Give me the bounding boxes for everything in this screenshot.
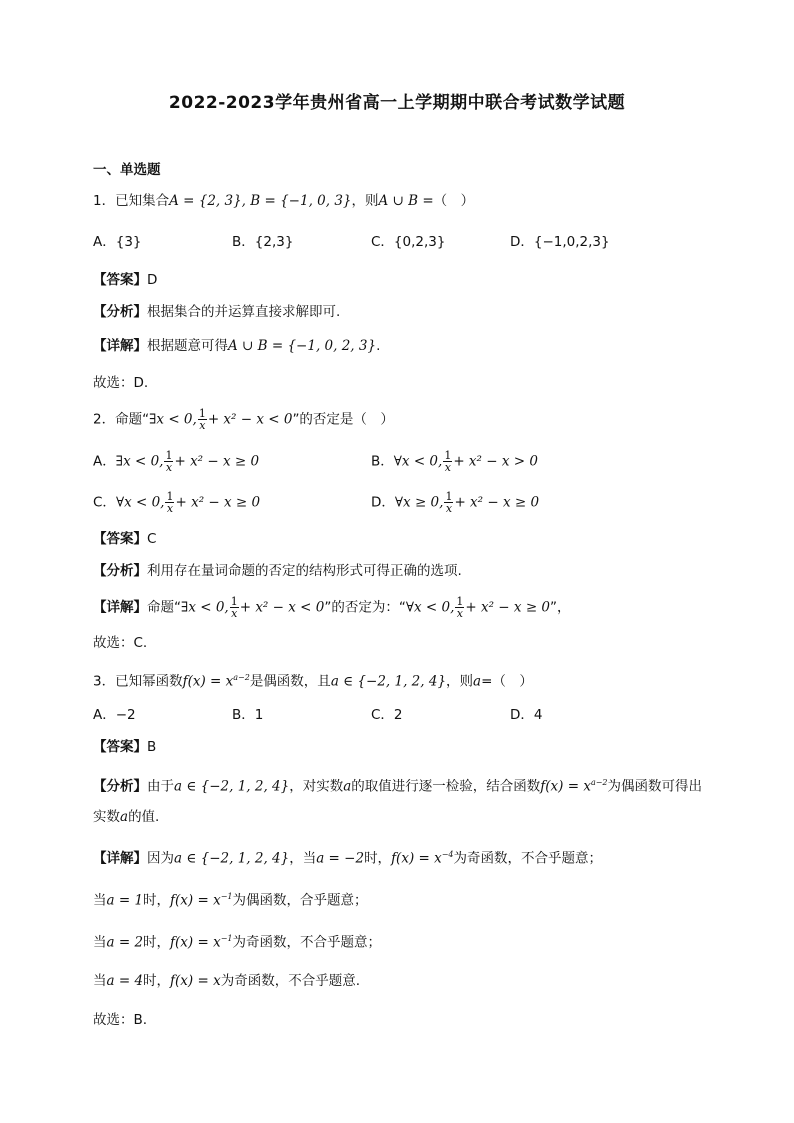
q3-stem-prefix: 3．已知幂函数 bbox=[93, 673, 183, 690]
q3-detail-label: 【详解】 bbox=[93, 850, 147, 867]
q2-detail-quant2: ∀x < 0, bbox=[405, 599, 455, 616]
q2-option-d bbox=[371, 491, 539, 514]
q2-option-a bbox=[93, 450, 259, 473]
q3-analysis-c: 的取值进行逐一检验，结合函数 bbox=[351, 778, 541, 795]
q1-option-d: D．{−1,0,2,3} bbox=[510, 234, 610, 250]
q3-analysis-line2-math: a bbox=[120, 809, 129, 825]
q3-detail-a: 因为 bbox=[147, 850, 174, 867]
q2-detail-quant: ∃x < 0, bbox=[181, 599, 229, 616]
q3-analysis bbox=[93, 773, 702, 797]
q3-answer bbox=[93, 737, 156, 757]
q2-detail-fraction bbox=[230, 596, 239, 619]
frac-denominator: x bbox=[231, 607, 238, 620]
q3-option-a: A．−2 bbox=[93, 707, 136, 723]
q2-answer-value: C bbox=[147, 531, 157, 547]
q3-analysis-line2-b: 的值. bbox=[128, 809, 160, 825]
q1-detail-text: 根据题意可得 bbox=[147, 338, 228, 354]
q2-answer-label: 【答案】 bbox=[93, 531, 147, 547]
q3-option-d: D．4 bbox=[510, 707, 543, 723]
q3-analysis-math3: f(x) = x bbox=[540, 778, 591, 795]
frac-denominator: x bbox=[456, 607, 463, 620]
case-pre: 当 bbox=[93, 892, 107, 909]
q1-stem-mid: ，则 bbox=[351, 193, 379, 209]
q2-detail-label: 【详解】 bbox=[93, 599, 147, 616]
q3-detail-math: a ∈ {−2, 1, 2, 4} bbox=[174, 850, 290, 867]
q1-conclusion: 故选：D. bbox=[93, 375, 149, 391]
q3-analysis-a: 由于 bbox=[147, 778, 174, 795]
case-mid: 时， bbox=[143, 934, 171, 951]
q2-analysis bbox=[93, 561, 462, 581]
q1-analysis-text: 根据集合的并运算直接求解即可. bbox=[147, 304, 341, 320]
q2-option-quant: ∀x ≥ 0, bbox=[394, 494, 444, 511]
q2-option-fraction bbox=[164, 450, 173, 473]
q2-option-fraction bbox=[443, 450, 452, 473]
q2-stem-prefix: 2．命题“ bbox=[93, 411, 150, 428]
q2-option-tail: + x² − x ≥ 0 bbox=[174, 453, 260, 470]
frac-denominator: x bbox=[444, 461, 451, 474]
q1-stem-math2: A ∪ B = bbox=[378, 193, 434, 209]
q2-detail-mid: ”的否定为：“ bbox=[324, 599, 406, 616]
q3-stem-mid: 是偶函数，且 bbox=[249, 673, 331, 690]
q2-stem-suffix: ”的否定是（ ） bbox=[292, 411, 394, 428]
q1-stem-math: A = {2, 3}, B = {−1, 0, 3} bbox=[169, 193, 352, 209]
q3-analysis-line2 bbox=[93, 807, 159, 827]
case-post: 为偶函数，合乎题意； bbox=[232, 892, 368, 909]
q2-stem-tail: + x² − x < 0 bbox=[207, 411, 293, 428]
q3-analysis-d: 为偶函数可得出 bbox=[607, 778, 702, 795]
question-1-stem bbox=[93, 191, 474, 211]
q1-analysis-label: 【分析】 bbox=[93, 304, 147, 320]
q3-answer-value: B bbox=[147, 739, 157, 755]
q2-answer bbox=[93, 529, 156, 549]
q3-analysis-math2: a bbox=[343, 778, 352, 795]
q3-analysis-math: a ∈ {−2, 1, 2, 4} bbox=[174, 778, 290, 795]
q1-detail-math: A ∪ B = {−1, 0, 2, 3} bbox=[228, 338, 377, 354]
q1-detail-end: . bbox=[376, 338, 381, 354]
q2-detail bbox=[93, 596, 571, 619]
q3-detail-b: ，当 bbox=[289, 850, 317, 867]
q1-stem-prefix: 1．已知集合 bbox=[93, 193, 170, 209]
case-exponent: −1 bbox=[220, 892, 233, 901]
q2-stem-quant: ∃x < 0, bbox=[149, 411, 197, 428]
question-3-stem bbox=[93, 668, 533, 692]
frac-denominator: x bbox=[166, 502, 174, 515]
q1-stem-suffix: （ ） bbox=[433, 193, 475, 209]
q2-option-c bbox=[93, 491, 260, 514]
case-pre: 当 bbox=[93, 934, 107, 951]
q3-stem-math3: a bbox=[473, 673, 482, 690]
q1-detail-label: 【详解】 bbox=[93, 338, 147, 354]
q2-detail-tail2: + x² − x ≥ 0 bbox=[465, 599, 551, 616]
frac-numerator: 1 bbox=[444, 449, 452, 462]
q1-detail bbox=[93, 336, 380, 356]
frac-numerator: 1 bbox=[166, 490, 174, 503]
q2-option-tail: + x² − x ≥ 0 bbox=[175, 494, 261, 511]
section-heading: 一、单选题 bbox=[93, 162, 161, 178]
frac-numerator: 1 bbox=[456, 595, 464, 608]
q2-detail-tail: + x² − x < 0 bbox=[239, 599, 325, 616]
q1-answer-value: D bbox=[147, 272, 158, 288]
frac-denominator: x bbox=[445, 502, 453, 515]
frac-numerator: 1 bbox=[198, 407, 206, 420]
q3-detail-d: 为奇函数，不合乎题意； bbox=[453, 850, 603, 867]
case-cond: a = 4 bbox=[106, 973, 144, 989]
q1-option-a: A．{3} bbox=[93, 234, 142, 250]
case-mid: 时， bbox=[143, 973, 171, 989]
q2-option-quant: ∃x < 0, bbox=[115, 453, 164, 470]
case-exponent: −1 bbox=[220, 934, 233, 943]
frac-numerator: 1 bbox=[445, 490, 453, 503]
case-mid: 时， bbox=[143, 892, 171, 909]
q2-analysis-label: 【分析】 bbox=[93, 563, 147, 579]
document-title: 2022-2023学年贵州省高一上学期期中联合考试数学试题 bbox=[168, 93, 626, 113]
case-pre: 当 bbox=[93, 973, 107, 989]
case-fx: f(x) = x bbox=[170, 892, 221, 909]
q2-option-quant: ∀x < 0, bbox=[393, 453, 443, 470]
q3-stem-math2: a ∈ {−2, 1, 2, 4} bbox=[330, 673, 447, 690]
frac-numerator: 1 bbox=[165, 449, 173, 462]
q3-stem-exponent: a−2 bbox=[233, 673, 250, 682]
q2-option-fraction bbox=[165, 491, 174, 514]
q2-option-tail: + x² − x > 0 bbox=[453, 453, 538, 470]
case-post: 为奇函数，不合乎题意. bbox=[220, 973, 360, 989]
q1-analysis bbox=[93, 302, 340, 322]
q3-case-1 bbox=[93, 887, 368, 911]
q3-answer-label: 【答案】 bbox=[93, 739, 147, 755]
q3-stem-suffix: =（ ） bbox=[481, 673, 533, 690]
q2-option-label: A． bbox=[93, 453, 116, 470]
q2-analysis-text: 利用存在量词命题的否定的结构形式可得正确的选项. bbox=[147, 563, 462, 579]
q2-option-b bbox=[371, 450, 538, 473]
q3-analysis-exponent: a−2 bbox=[590, 778, 608, 787]
q3-detail-exponent: −4 bbox=[441, 850, 454, 859]
q1-option-c: C．{0,2,3} bbox=[371, 234, 446, 250]
q1-answer bbox=[93, 270, 157, 290]
q3-analysis-label: 【分析】 bbox=[93, 778, 147, 795]
q3-detail-c: 时， bbox=[364, 850, 392, 867]
q3-option-b: B．1 bbox=[232, 707, 264, 723]
q1-answer-label: 【答案】 bbox=[93, 272, 147, 288]
q2-detail-prefix: 命题“ bbox=[147, 599, 181, 616]
q2-detail-fraction2 bbox=[455, 596, 464, 619]
q3-analysis-line2-a: 实数 bbox=[93, 809, 120, 825]
frac-numerator: 1 bbox=[230, 595, 238, 608]
q1-option-b: B．{2,3} bbox=[232, 234, 294, 250]
q3-conclusion: 故选：B. bbox=[93, 1012, 148, 1028]
q3-stem-mid2: ，则 bbox=[446, 673, 474, 690]
q2-detail-end: ”， bbox=[550, 599, 571, 616]
question-2-stem bbox=[93, 408, 394, 431]
q2-stem-fraction bbox=[198, 408, 207, 431]
q3-case-2 bbox=[93, 929, 381, 953]
q2-option-label: C． bbox=[93, 494, 116, 511]
q2-option-label: B． bbox=[371, 453, 394, 470]
q3-detail-math2: a = −2 bbox=[316, 850, 365, 867]
case-cond: a = 2 bbox=[106, 934, 144, 951]
case-fx: f(x) = x bbox=[170, 934, 221, 951]
case-fx: f(x) = x bbox=[170, 973, 221, 989]
q2-option-tail: + x² − x ≥ 0 bbox=[454, 494, 540, 511]
q3-option-c: C．2 bbox=[371, 707, 403, 723]
case-cond: a = 1 bbox=[106, 892, 144, 909]
frac-denominator: x bbox=[199, 419, 206, 432]
q2-conclusion: 故选：C. bbox=[93, 635, 148, 651]
q3-analysis-b: ，对实数 bbox=[289, 778, 344, 795]
frac-denominator: x bbox=[165, 461, 173, 474]
q3-detail bbox=[93, 845, 602, 869]
q3-detail-math3: f(x) = x bbox=[391, 850, 442, 867]
q2-option-fraction bbox=[444, 491, 453, 514]
q2-option-quant: ∀x < 0, bbox=[115, 494, 165, 511]
case-post: 为奇函数，不合乎题意； bbox=[232, 934, 381, 951]
q3-stem-math: f(x) = x bbox=[182, 673, 234, 690]
q3-case-3 bbox=[93, 971, 360, 991]
q2-option-label: D． bbox=[371, 494, 395, 511]
